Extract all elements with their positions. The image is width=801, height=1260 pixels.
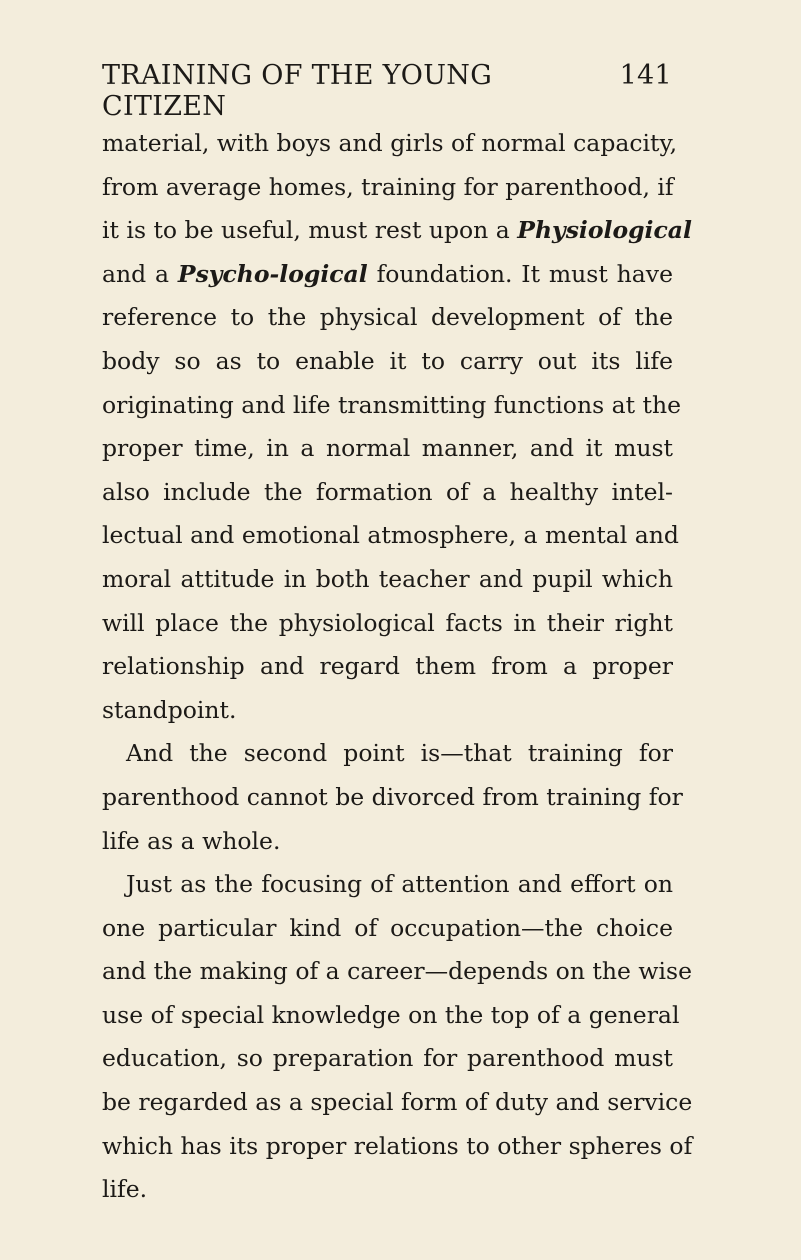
text-line: will place the physiological facts in their right	[102, 608, 673, 637]
text-line: one particular kind of occupation—the choice	[102, 913, 673, 942]
text-line: lectual and emotional atmosphere, a mental and	[102, 521, 679, 550]
text-line: it is to be useful, must rest upon a Physiological	[102, 216, 692, 245]
text-line: education, so preparation for parenthood must	[102, 1044, 673, 1073]
emphasis-physiological: Physiological	[517, 216, 692, 245]
text-line: and the making of a career—depends on the wise	[102, 957, 692, 986]
text-line: body so as to enable it to carry out its life	[102, 346, 673, 375]
text-line: moral attitude in both teacher and pupil which	[102, 564, 673, 593]
text-line: also include the formation of a healthy intel-	[102, 477, 673, 506]
text-line: from average homes, training for parenthood, if	[102, 172, 674, 201]
text-line: reference to the physical development of the	[102, 303, 673, 332]
text-line: Just as the focusing of attention and effort on	[126, 870, 673, 899]
text-line: life.	[102, 1175, 148, 1204]
text-line: parenthood cannot be divorced from training for	[102, 782, 683, 811]
text-line: standpoint.	[102, 695, 237, 724]
text-line: And the second point is—that training for	[126, 739, 673, 768]
running-title: TRAINING OF THE YOUNG CITIZEN	[102, 60, 493, 122]
text-line: and a Psycho-logical foundation. It must have	[102, 259, 673, 288]
text-line: material, with boys and girls of normal capacity,	[102, 129, 678, 157]
text-line: originating and life transmitting functions at the	[102, 390, 682, 419]
text-line: use of special knowledge on the top of a general	[102, 1000, 680, 1029]
emphasis-psycho-logical: Psycho-logical	[177, 259, 368, 288]
text-line: proper time, in a normal manner, and it must	[102, 434, 673, 463]
text-line: which has its proper relations to other spheres of	[102, 1131, 693, 1160]
text-line: life as a whole.	[102, 826, 281, 855]
running-head	[102, 60, 672, 122]
text-line: relationship and regard them from a proper	[102, 652, 673, 681]
page-number: 141	[619, 60, 672, 91]
body-text	[102, 122, 693, 1212]
text-line: be regarded as a special form of duty and service	[102, 1088, 693, 1117]
